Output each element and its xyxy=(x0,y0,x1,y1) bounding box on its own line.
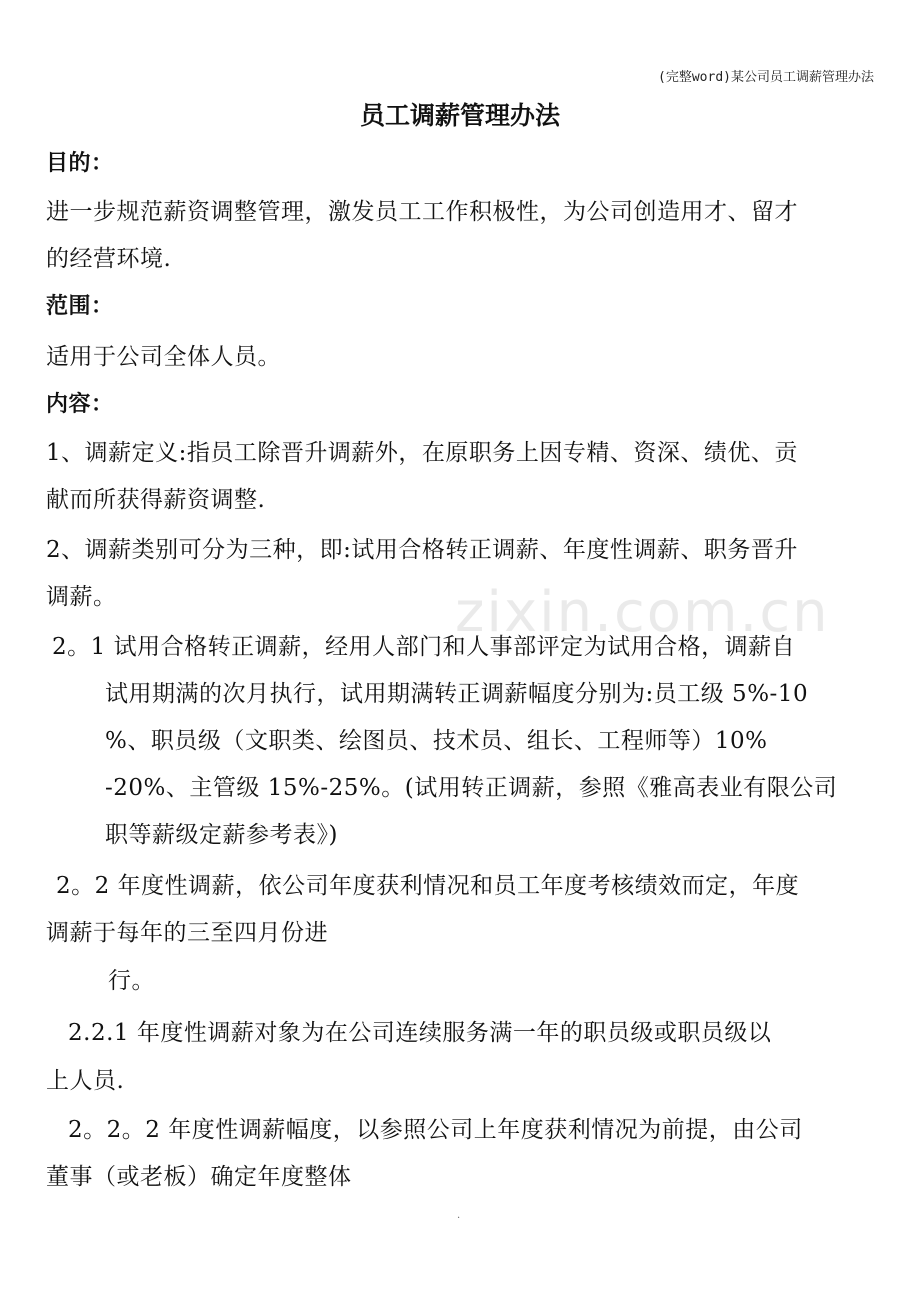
item221-line-2: 上人员. xyxy=(46,1068,125,1094)
watermark: zixin.com.cn xyxy=(455,580,830,645)
purpose-text-line-1: 进一步规范薪资调整管理，激发员工工作积极性，为公司创造用才、留才 xyxy=(46,199,798,225)
item22-line-3: 行。 xyxy=(108,968,155,994)
header-note: (完整word)某公司员工调薪管理办法 xyxy=(658,70,874,85)
item1-line-1: 1、调薪定义:指员工除晋升调薪外，在原职务上因专精、资深、绩优、贡 xyxy=(46,440,798,466)
item2-line-2: 调薪。 xyxy=(46,584,117,610)
scope-text-line-1: 适用于公司全体人员。 xyxy=(46,344,281,370)
purpose-text-line-2: 的经营环境. xyxy=(46,246,172,272)
item21-line-2: 试用期满的次月执行，试用期满转正调薪幅度分别为:员工级 5%-10 xyxy=(105,681,809,707)
item222-line-2: 董事（或老板）确定年度整体 xyxy=(46,1164,352,1190)
item22-line-1: 2。2 年度性调薪，依公司年度获利情况和员工年度考核绩效而定，年度 xyxy=(56,873,800,899)
item221-line-1: 2.2.1 年度性调薪对象为在公司连续服务满一年的职员级或职员级以 xyxy=(68,1020,772,1046)
item21-line-1: 2。1 试用合格转正调薪，经用人部门和人事部评定为试用合格，调薪自 xyxy=(52,634,796,660)
purpose-heading: 目的： xyxy=(46,151,114,176)
item222-line-1: 2。2。2 年度性调薪幅度，以参照公司上年度获利情况为前提，由公司 xyxy=(68,1117,803,1143)
item22-line-2: 调薪于每年的三至四月份进 xyxy=(46,920,328,946)
item1-line-2: 献而所获得薪资调整. xyxy=(46,487,266,513)
item21-line-3: %、职员级（文职类、绘图员、技术员、组长、工程师等）10% xyxy=(105,728,768,754)
scope-heading: 范围： xyxy=(46,294,114,319)
footer-mark: . xyxy=(457,1210,461,1221)
item21-line-4: -20%、主管级 15%-25%。(试用转正调薪，参照《雅高表业有限公司 xyxy=(105,775,838,801)
item2-line-1: 2、调薪类别可分为三种，即:试用合格转正调薪、年度性调薪、职务晋升 xyxy=(46,537,798,563)
page-title: 员工调薪管理办法 xyxy=(359,101,560,130)
item21-line-5: 职等薪级定薪参考表》) xyxy=(105,822,338,848)
content-heading: 内容： xyxy=(46,392,114,417)
